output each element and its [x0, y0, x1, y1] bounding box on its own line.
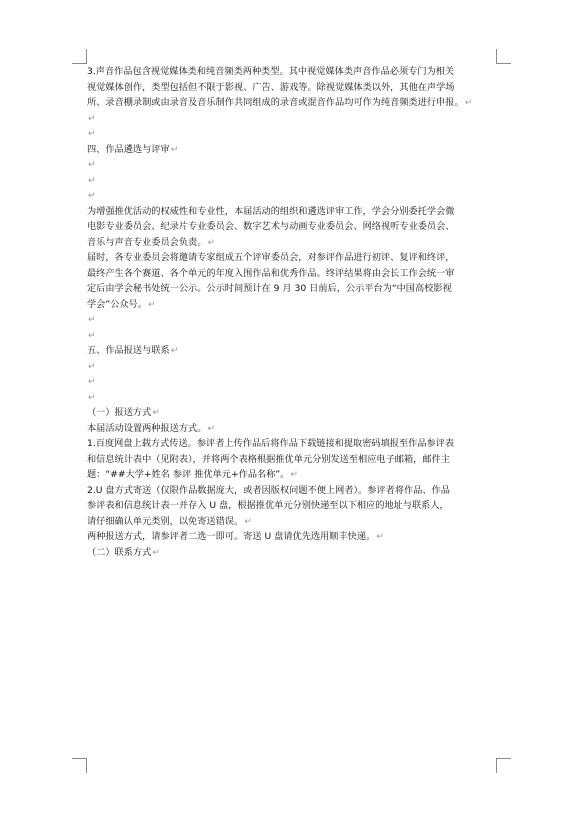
- empty-paragraph: [87, 390, 499, 406]
- line-text: 2.U 盘方式寄送（仅限作品数据庞大，或者因版权问题不便上网者）。参评者将作品、作品: [87, 484, 450, 496]
- text-line: [87, 64, 499, 80]
- line-text: 题：“##大学+姓名 参评 推优单元+作品名称”。: [87, 469, 290, 480]
- empty-paragraph: [87, 328, 499, 344]
- paragraph-mark-icon: ↵: [147, 299, 156, 310]
- text-line: [87, 250, 499, 266]
- paragraph-mark-icon: ↵: [152, 547, 160, 558]
- line-text: 学会”公众号。: [87, 298, 147, 310]
- line-text: 参评表和信息统计表一并存入 U 盘，根据推优单元分别快递至以下相应的地址与联系人，: [87, 500, 449, 511]
- paragraph-mark-icon: ↵: [152, 408, 160, 418]
- paragraph-mark-icon: ↵: [207, 423, 215, 434]
- line-text: 届时，各专业委员会将邀请专家组成五个评审委员会，对参评作品进行初评、复评和终评，: [87, 252, 455, 263]
- line-text: 3.声音作品包含视觉媒体类和纯音频类两种类型。其中视觉媒体类声音作品必须专门为相关: [87, 66, 455, 77]
- empty-paragraph: [87, 359, 499, 375]
- text-line: [87, 235, 499, 251]
- line-text: 本届活动设置两种报送方式。: [87, 422, 207, 434]
- paragraph-mark-icon: ↵: [88, 361, 96, 372]
- empty-paragraph: [87, 312, 499, 328]
- text-line: [87, 95, 499, 111]
- paragraph-mark-icon: ↵: [88, 315, 96, 325]
- text-line: [87, 452, 499, 468]
- text-line: [87, 266, 499, 282]
- crop-mark-top-left: [72, 49, 87, 64]
- paragraph-mark-icon: ↵: [88, 191, 96, 201]
- document-body[interactable]: [87, 64, 499, 560]
- paragraph-mark-icon: ↵: [88, 160, 96, 170]
- line-text: 请仔细确认单元类别，以免寄送错误。: [87, 515, 244, 527]
- empty-paragraph: [87, 374, 499, 390]
- empty-paragraph: [87, 173, 499, 189]
- line-text: （二）联系方式: [87, 546, 152, 558]
- crop-mark-top-right: [496, 49, 511, 64]
- paragraph-mark-icon: ↵: [376, 532, 384, 542]
- paragraph-mark-icon: ↵: [170, 346, 179, 356]
- text-line: [87, 204, 499, 220]
- line-text: 四、作品遴选与评审: [87, 143, 170, 155]
- text-line: [87, 514, 499, 530]
- crop-mark-bottom-left: [72, 758, 87, 773]
- empty-paragraph: [87, 111, 499, 127]
- text-line: [87, 281, 499, 297]
- empty-paragraph: [87, 157, 499, 173]
- line-text: 电影专业委员会、纪录片专业委员会、数字艺术与动画专业委员会、网络视听专业委员会、: [87, 221, 455, 232]
- text-line: [87, 405, 499, 421]
- line-text: 音乐与声音专业委员会负责。: [87, 236, 207, 248]
- line-text: 1.百度网盘上载方式传送。参评者上传作品后将作品下载链接和提取密码填报至作品参评表: [87, 438, 455, 449]
- text-line: [87, 142, 499, 158]
- text-line: [87, 219, 499, 235]
- text-line: [87, 436, 499, 452]
- text-line: [87, 421, 499, 437]
- line-text: 最终产生各个赛道、各个单元的年度入围作品和优秀作品。终评结果将由会长工作会统一审: [87, 267, 455, 279]
- text-line: [87, 545, 499, 561]
- line-text: 两种报送方式，请参评者二选一即可。寄送 U 盘请优先选用顺丰快递。: [87, 531, 376, 542]
- paragraph-mark-icon: ↵: [290, 470, 298, 480]
- empty-paragraph: [87, 188, 499, 204]
- paragraph-mark-icon: ↵: [464, 98, 473, 108]
- paragraph-mark-icon: ↵: [88, 377, 96, 387]
- text-line: [87, 297, 499, 313]
- paragraph-mark-icon: ↵: [88, 392, 96, 403]
- paragraph-mark-icon: ↵: [88, 129, 96, 139]
- text-line: [87, 467, 499, 483]
- text-line: [87, 529, 499, 545]
- text-line: [87, 80, 499, 96]
- paragraph-mark-icon: ↵: [88, 175, 96, 186]
- line-text: 五、作品报送与联系: [87, 345, 170, 356]
- crop-mark-bottom-right: [496, 758, 511, 773]
- text-line: [87, 498, 499, 514]
- paragraph-mark-icon: ↵: [170, 144, 179, 155]
- paragraph-mark-icon: ↵: [207, 237, 215, 248]
- line-text: 视觉媒体创作，类型包括但不限于影视、广告、游戏等。除视觉媒体类以外，其他在声学场: [87, 81, 455, 93]
- line-text: （一）报送方式: [87, 407, 152, 418]
- paragraph-mark-icon: ↵: [88, 113, 96, 124]
- line-text: 所、录音棚录制或由录音及音乐制作共同组成的录音或混音作品均可作为纯音频类进行申报。: [87, 97, 464, 108]
- paragraph-mark-icon: ↵: [244, 516, 252, 527]
- line-text: 和信息统计表中（见附表），并将两个表格根据推优单元分别发送至相应电子邮箱，邮件主: [87, 453, 450, 465]
- line-text: 定后由学会秘书处统一公示。公示时间预计在 9 月 30 日前后，公示平台为“中国高校影视: [87, 283, 452, 294]
- empty-paragraph: [87, 126, 499, 142]
- text-line: [87, 483, 499, 499]
- line-text: 为增强推优活动的权威性和专业性，本届活动的组织和遴选评审工作，学会分别委托学会微: [87, 205, 455, 217]
- paragraph-mark-icon: ↵: [88, 330, 96, 341]
- text-line: [87, 343, 499, 359]
